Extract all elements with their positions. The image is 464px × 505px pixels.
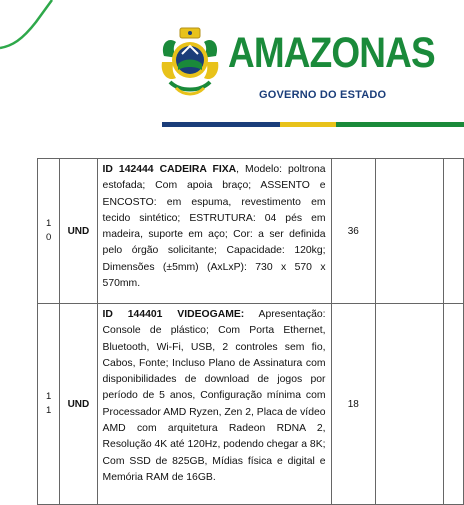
empty-cell [376, 304, 444, 505]
quantity-cell: 18 [331, 304, 375, 505]
item-number-digit: 1 [45, 218, 52, 229]
brand-title: AMAZONAS [228, 29, 435, 77]
table-row [38, 304, 464, 505]
item-number-cell [38, 159, 60, 304]
empty-cell [376, 159, 444, 304]
description-body: Apresentação: Console de plástico; Com Porta Ethernet, Bluetooth, Wi-Fi, USB, 2 controles sem fio, Cabos, Fonte; Incluso Plano de Assinatura com disponibilidades de download de jogos por período de 5 anos, Configuração mínima com Processador AMD Ryzen, Zen 2, Placa de vídeo AMD com arquitetura Radeon RDNA 2, Resolução 4K até 120Hz, podendo chegar a 8K; Com SSD de 825GB, Mídias física e digital e Memória RAM de 16GB. [102, 309, 326, 483]
table-row [38, 159, 464, 304]
corner-swoosh-decoration [0, 0, 60, 60]
item-number-digit: 1 [45, 405, 52, 416]
empty-cell [443, 159, 463, 304]
stripe-navy [162, 122, 280, 127]
quantity-cell: 36 [331, 159, 375, 304]
description-title: ID 144401 VIDEOGAME: [102, 309, 245, 320]
brand-color-stripes [162, 122, 464, 127]
stripe-yellow [280, 122, 336, 127]
item-number-cell [38, 304, 60, 505]
brand-subtitle: GOVERNO DO ESTADO [259, 89, 387, 101]
stripe-green [336, 122, 464, 127]
items-table [37, 158, 464, 505]
unit-cell: UND [60, 159, 97, 304]
description-title: ID 142444 CADEIRA FIXA [102, 164, 237, 175]
empty-cell [443, 304, 463, 505]
description-cell [97, 159, 331, 304]
item-number-digit: 1 [45, 391, 52, 402]
description-cell [97, 304, 331, 505]
unit-cell: UND [60, 304, 97, 505]
amazonas-coat-of-arms-icon [158, 22, 222, 100]
item-number-digit: 0 [45, 232, 52, 243]
description-body: , Modelo: poltrona estofada; Com apoia braço; ASSENTO e ENCOSTO: em espuma, revestimento em tecido sintético; ESTRUTURA: 04 pés em madeira, suporte em aço; Cor: a ser definida pelo órgão solicitante; Capacidade: 120kg; Dimensões (±5mm) (AxLxP): 730 x 570 x 570mm. [102, 164, 326, 290]
